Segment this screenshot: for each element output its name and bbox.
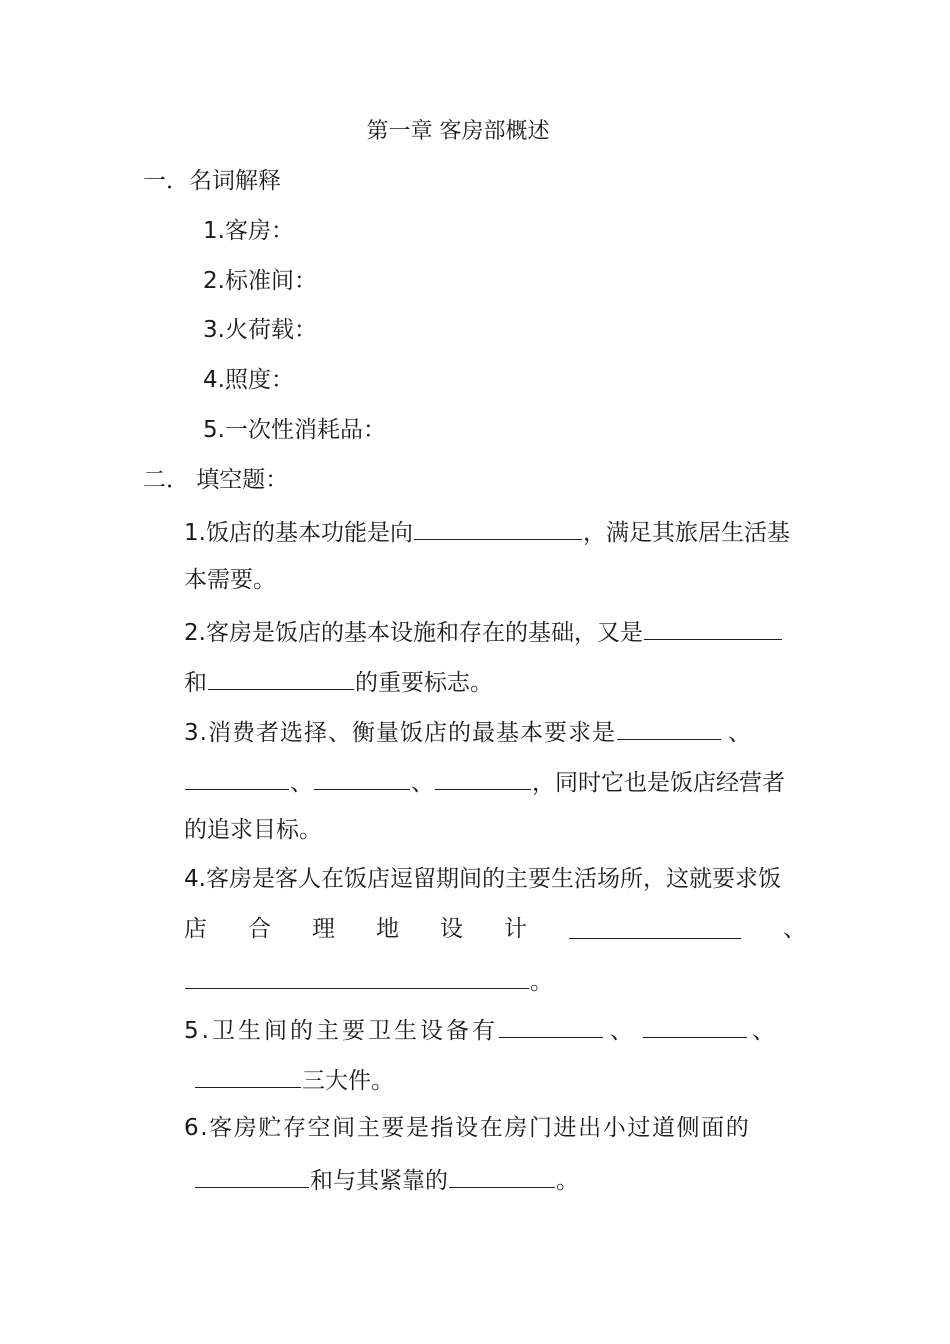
question-4-char: 设 (440, 916, 463, 942)
term-item-4: 4.照度： (203, 367, 294, 393)
chapter-title: 第一章 客房部概述 (366, 119, 550, 144)
question-4-line-1: 4.客房是客人在饭店逗留期间的主要生活场所，这就要求饭 (184, 866, 781, 892)
question-6-text-b: 和与其紧靠的 (310, 1168, 448, 1194)
question-2-text-b: 和 (184, 670, 207, 696)
answer-blank[interactable] (185, 964, 529, 989)
answer-blank[interactable] (195, 1063, 301, 1088)
question-3-line-1 (184, 715, 752, 748)
question-4-char: 店 (184, 916, 207, 942)
separator: 、 (411, 770, 434, 796)
separator: 、 (751, 1018, 778, 1044)
question-2-line-1 (184, 615, 783, 648)
section1-heading: 一．名词解释 (143, 168, 281, 194)
question-5-text-a: 5.卫生间的主要卫生设备有 (184, 1018, 498, 1044)
separator: 、 (609, 1018, 636, 1044)
term-item-5: 5.一次性消耗品： (203, 417, 386, 443)
question-1-line-1 (184, 515, 790, 548)
answer-blank[interactable] (499, 1013, 603, 1038)
question-1-text-b: ，满足其旅居生活基 (582, 520, 790, 546)
section2-heading: 二． 填空题： (143, 467, 289, 493)
question-5-line-1 (184, 1013, 778, 1046)
answer-blank[interactable] (314, 765, 410, 790)
question-4-line-3 (184, 964, 553, 997)
term-item-2: 2.标准间： (203, 268, 317, 294)
answer-blank[interactable] (644, 615, 782, 640)
question-3-line-2 (184, 765, 785, 798)
answer-blank[interactable] (414, 515, 582, 540)
question-6-line-2 (194, 1163, 579, 1196)
answer-blank[interactable] (195, 1163, 309, 1188)
question-6-line-1: 6.客房贮存空间主要是指设在房门进出小过道侧面的 (184, 1115, 751, 1141)
separator: 、 (290, 770, 313, 796)
question-5-text-b: 三大件。 (302, 1068, 394, 1094)
question-4-char: 计 (504, 916, 527, 942)
question-6-end: 。 (556, 1168, 579, 1194)
answer-blank[interactable] (185, 765, 289, 790)
separator: 、 (727, 720, 752, 746)
question-1-line-2: 本需要。 (184, 567, 276, 593)
question-3-text-b: ，同时它也是饭店经营者 (532, 770, 785, 796)
answer-blank[interactable] (208, 665, 354, 690)
question-2-text-c: 的重要标志。 (355, 670, 493, 696)
question-4-char: 合 (248, 916, 271, 942)
question-4-char: 理 (312, 916, 335, 942)
answer-blank[interactable] (449, 1163, 555, 1188)
answer-blank[interactable] (435, 765, 531, 790)
question-4-char: 地 (376, 916, 399, 942)
question-4-end: 。 (530, 969, 553, 995)
question-2-text-a: 2.客房是饭店的基本设施和存在的基础，又是 (184, 620, 643, 646)
answer-blank[interactable] (617, 715, 721, 740)
question-3-line-3: 的追求目标。 (184, 817, 322, 843)
question-4-line-2 (184, 914, 806, 944)
separator: 、 (783, 916, 806, 942)
answer-blank[interactable] (569, 914, 741, 939)
question-3-text-a: 3.消费者选择、衡量饭店的最基本要求是 (184, 720, 616, 746)
question-5-line-2 (194, 1063, 394, 1096)
question-2-line-2 (184, 665, 493, 698)
answer-blank[interactable] (643, 1013, 747, 1038)
term-item-1: 1.客房： (203, 218, 294, 244)
term-item-3: 3.火荷载： (203, 317, 317, 343)
question-1-text-a: 1.饭店的基本功能是向 (184, 520, 413, 546)
